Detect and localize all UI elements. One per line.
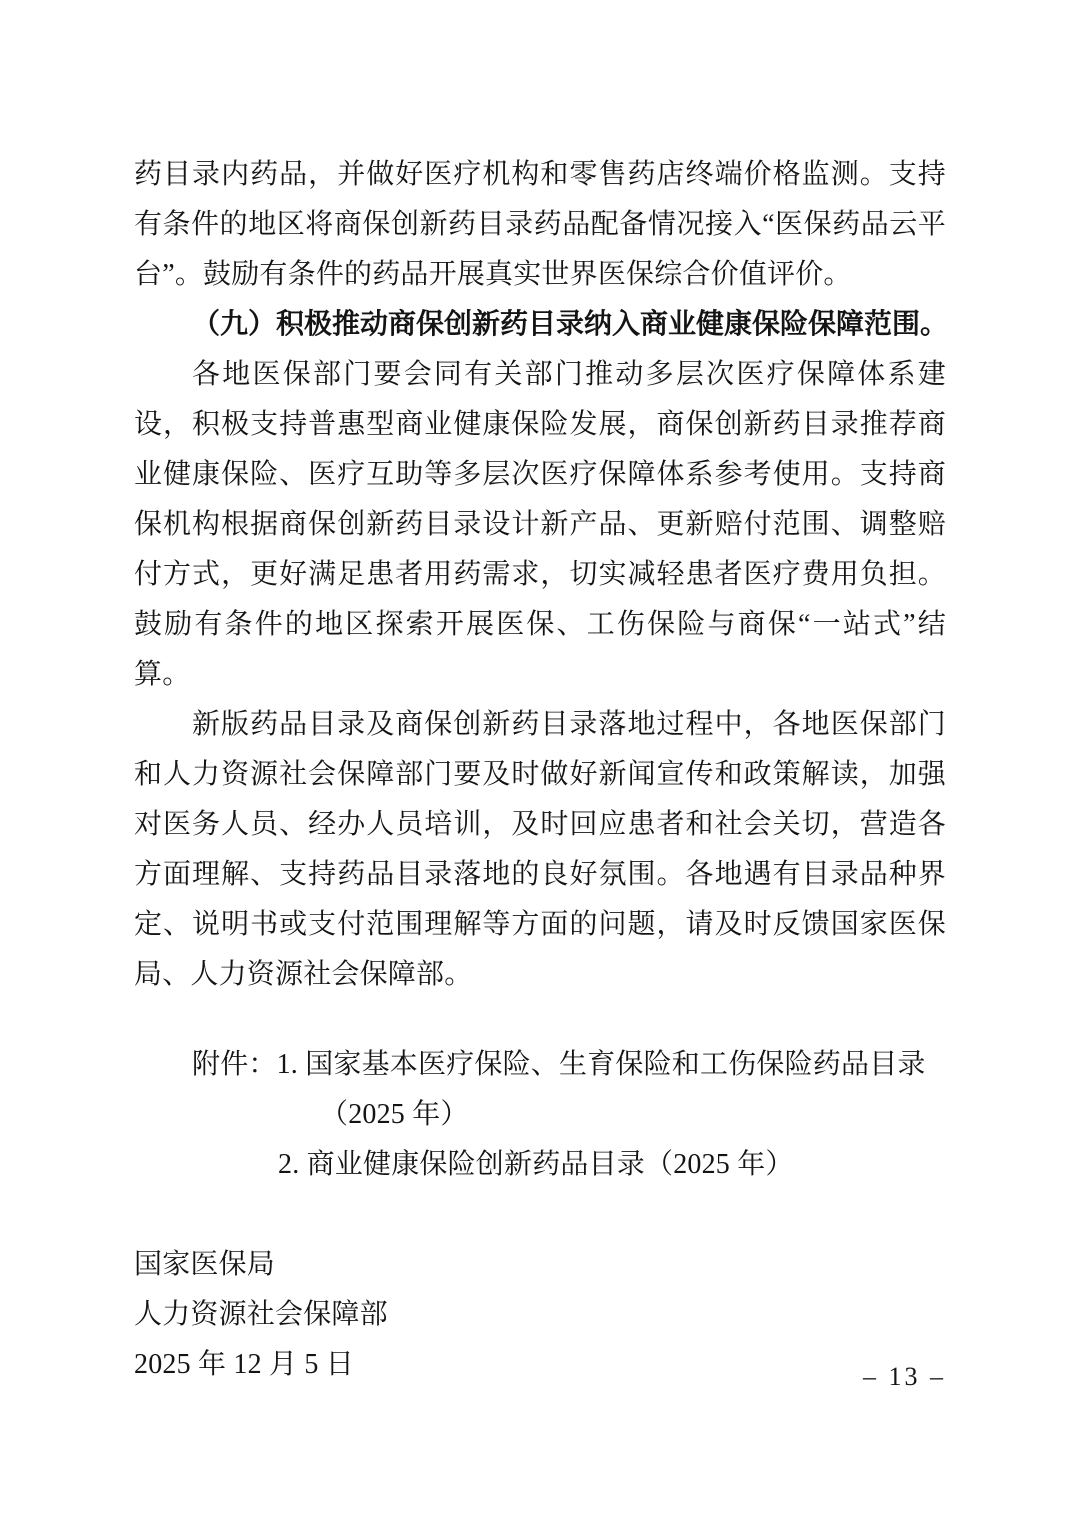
paragraph-publicity-feedback: 新版药品目录及商保创新药目录落地过程中，各地医保部门和人力资源社会保障部门要及时做好新闻宣传和政策解读，加强对医务人员、经办人员培训，及时回应患者和社会关切，营造各方面理解、支持药品目录落地的良好氛围。各地遇有目录品种界定、说明书或支付范围理解等方面的问题，请及时反馈国家医保局、人力资源社会保障部。 (134, 709, 946, 990)
attachments-block (134, 1040, 946, 1190)
attachment-item-1-title: 1. 国家基本医疗保险、生育保险和工伤保险药品目录 (276, 1049, 926, 1080)
attachment-item-2: 2. 商业健康保险创新药品目录（2025 年） (278, 1149, 794, 1180)
signature-org-primary: 国家医保局 (134, 1249, 276, 1280)
section-heading-nine: （九）积极推动商保创新药目录纳入商业健康保险保障范围。 (192, 309, 949, 340)
attachment-item-1-line-2: （2025 年） (320, 1099, 469, 1130)
signature-date: 2025 年 12 月 5 日 (134, 1349, 355, 1380)
attachments-label: 附件： (192, 1049, 277, 1080)
paragraph-continuation: 药目录内药品，并做好医疗机构和零售药店终端价格监测。支持有条件的地区将商保创新药目录药品配备情况接入“医保药品云平台”。鼓励有条件的药品开展真实世界医保综合价值评价。 (134, 159, 946, 290)
signature-org-secondary: 人力资源社会保障部 (134, 1299, 388, 1330)
paragraph-multilevel-insurance: 各地医保部门要会同有关部门推动多层次医疗保障体系建设，积极支持普惠型商业健康保险发展，商保创新药目录推荐商业健康保险、医疗互助等多层次医疗保障体系参考使用。支持商保机构根据商保创新药目录设计新产品、更新赔付范围、调整赔付方式，更好满足患者用药需求，切实减轻患者医疗费用负担。鼓励有条件的地区探索开展医保、工伤保险与商保“一站式”结算。 (134, 359, 946, 690)
attachment-item-1-line-1 (134, 1040, 946, 1090)
document-content (134, 150, 949, 1390)
signature-block (134, 1240, 946, 1390)
page-number: – 13 – (863, 1362, 946, 1391)
